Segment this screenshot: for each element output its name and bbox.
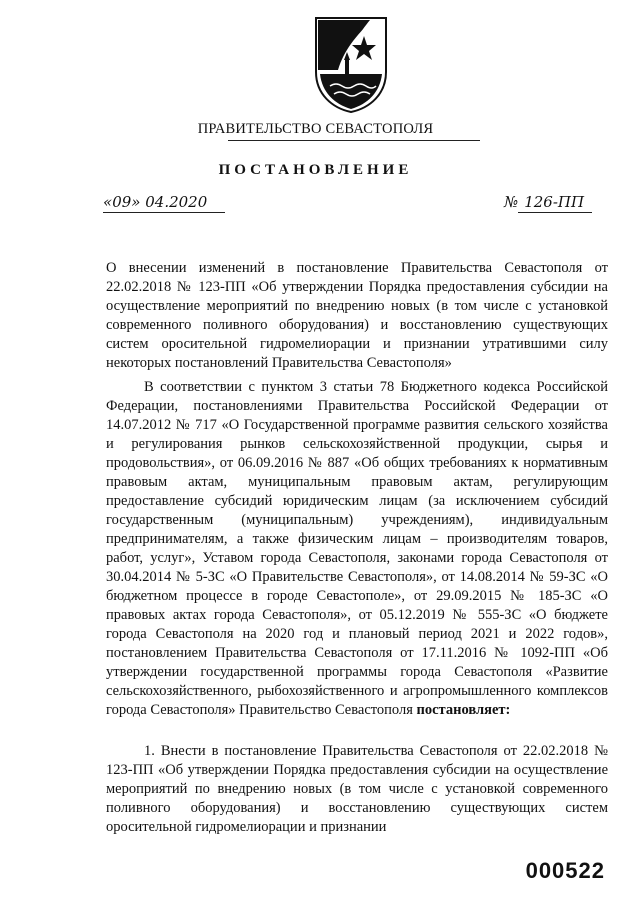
serial-number: 000522 xyxy=(525,858,605,883)
date-month-year: 04.2020 xyxy=(140,193,208,211)
organization-name: ПРАВИТЕЛЬСТВО СЕВАСТОПОЛЯ xyxy=(197,121,434,137)
decree-item-1-text: 1. Внести в постановление Правительства Севастополя от 22.02.2018 № 123-ПП «Об утверждении Порядка предоставления субсидии на осуществление мероприятий по внедрению новых (в том числе с установкой современного поливного оборудования) и восстановлению существующих систем оросительной гидромелиорации и признании xyxy=(106,743,608,835)
sevastopol-coat-of-arms-icon xyxy=(312,14,390,114)
decree-number xyxy=(504,193,592,217)
organization-underline xyxy=(228,140,480,141)
date-day: 09 xyxy=(112,193,132,211)
document-type-title: ПОСТАНОВЛЕНИЕ xyxy=(218,162,413,178)
decree-preamble-paragraph xyxy=(106,378,608,720)
date-open-quote: « xyxy=(103,193,113,211)
number-sign: № xyxy=(504,193,519,211)
date-close-quote: » xyxy=(131,193,141,211)
decree-date-value xyxy=(103,193,225,213)
decree-item-1 xyxy=(106,742,608,837)
preamble-text: В соответствии с пунктом 3 статьи 78 Бюджетного кодекса Российской Федерации, постановлениями Правительства Российской Федерации от 14.07.2012 № 717 «О Государственной программе развития сельского хозяйства и регулирования рынков сельскохозяйственной продукции, сырья и продовольствия», от 06.09.2016 № 887 «Об общих требованиях к нормативным правовым актам, муниципальным правовым актам, регулирующим предоставление субсидий юридическим лицам (за исключением субсидий государственным (муниципальным) учреждениям), индивидуальным предпринимателям, а также физическим лицам – производителям товаров, работ, услуг», Уставом города Севастополя, законами города Севастополя от 30.04.2014 № 5-ЗС «О Правительстве Севастополя», от 14.08.2014 № 59-ЗС «О бюджетном процессе в городе Севастополе», от 29.09.2015 № 185-ЗС «О правовых актах города Севастополя», от 05.12.2019 № 555-ЗС «О бюджете города Севастополя на 2020 год и плановый период 2021 и 2022 годов», постановлением Правительства Севастополя от 17.11.2016 № 1092-ПП «Об утверждении государственной программы города Севастополя «Развитие сельскохозяйственного, рыбохозяйственного и агропромышленного комплексов города Севастополя» Правительство Севастополя xyxy=(106,379,608,718)
decree-subject-text: О внесении изменений в постановление Правительства Севастополя от 22.02.2018 № 123-ПП «Об утверждении Порядка предоставления субсидии на осуществление мероприятий по внедрению новых (в том числе с установкой современного поливного оборудования) и восстановлению существующих систем оросительной гидромелиорации и признании утратившими силу некоторых постановлений Правительства Севастополя» xyxy=(106,260,608,371)
decree-preamble xyxy=(106,378,608,720)
decree-word: постановляет: xyxy=(416,702,511,718)
decree-number-value: 126-ПП xyxy=(518,193,592,213)
decree-date xyxy=(103,193,225,217)
decree-subject xyxy=(106,259,608,373)
